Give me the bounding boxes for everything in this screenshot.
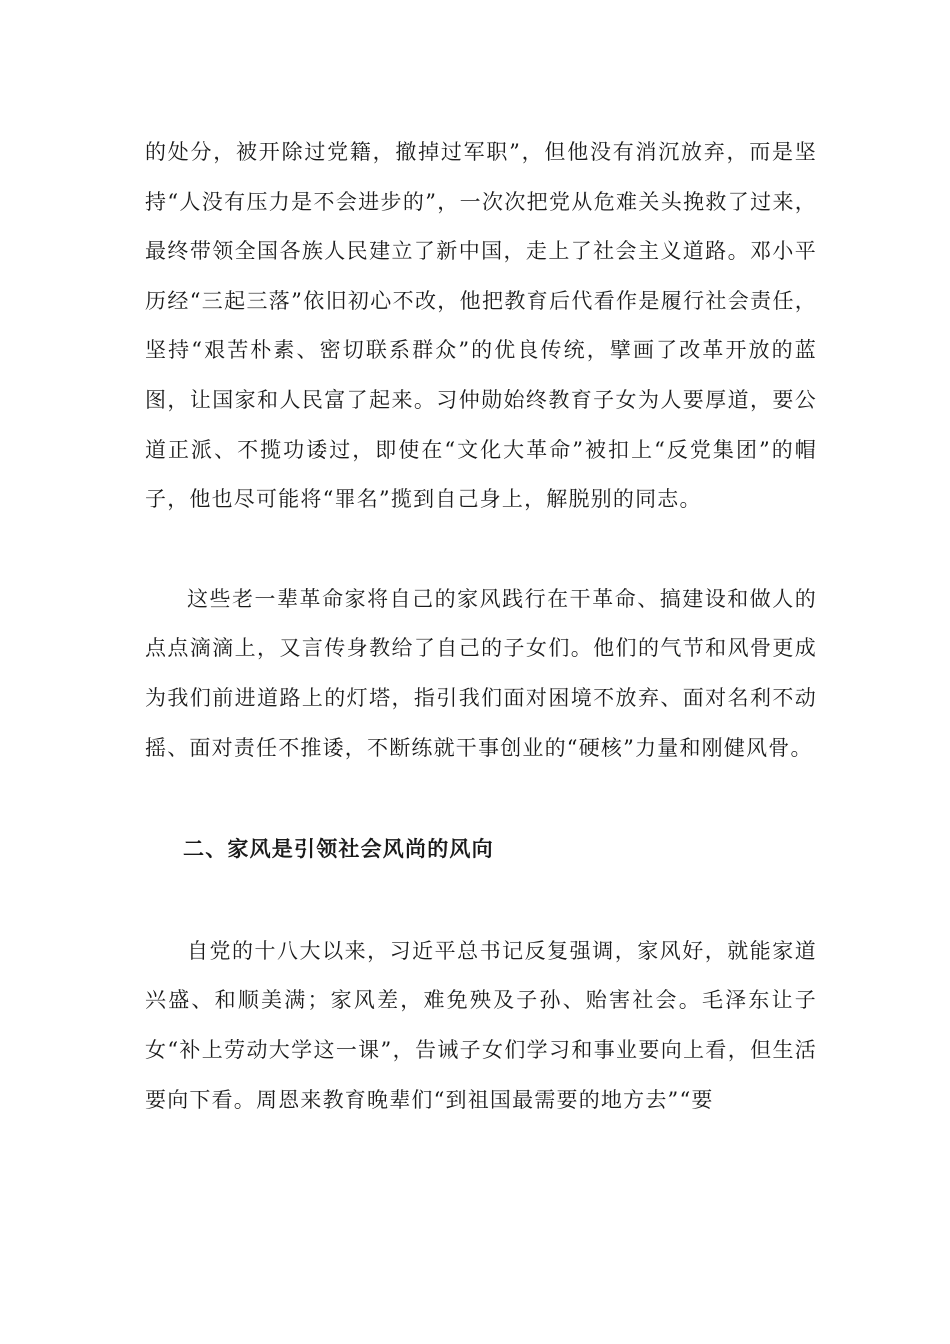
paragraph-2: 这些老一辈革命家将自己的家风践行在干革命、搞建设和做人的点点滴滴上，又言传身教给了自己的子女们。他们的气节和风骨更成为我们前进道路上的灯塔，指引我们面对困境不放弃、面对名利不动摇、面对责任不推诿，不断练就干事创业的“硬核”力量和刚健风骨。 <box>145 586 817 760</box>
spacer <box>145 525 817 575</box>
paragraph-1: 的处分，被开除过党籍，撤掉过军职”，但他没有消沉放弃，而是坚持“人没有压力是不会进步的”，一次次把党从危难关头挽救了过来，最终带领全国各族人民建立了新中国，走上了社会主义道路。邓小平历经“三起三落”依旧初心不改，他把教育后代看作是履行社会责任，坚持“艰苦朴素、密切联系群众”的优良传统，擘画了改革开放的蓝图，让国家和人民富了起来。习仲勋始终教育子女为人要厚道，要公道正派、不揽功诿过，即使在“文化大革命”被扣上“反党集团”的帽子，他也尽可能将“罪名”揽到自己身上，解脱别的同志。 <box>145 140 817 512</box>
section-heading: 二、家风是引领社会风尚的风向 <box>183 837 494 862</box>
spacer <box>145 773 817 825</box>
spacer <box>145 875 817 927</box>
paragraph-3: 自党的十八大以来，习近平总书记反复强调，家风好，就能家道兴盛、和顺美满；家风差，难免殃及子孙、贻害社会。毛泽东让子女“补上劳动大学这一课”，告诫子女们学习和事业要向上看，但生活要向下看。周恩来教育晚辈们“到祖国最需要的地方去”“要 <box>145 938 817 1112</box>
document-page <box>145 128 817 1125</box>
